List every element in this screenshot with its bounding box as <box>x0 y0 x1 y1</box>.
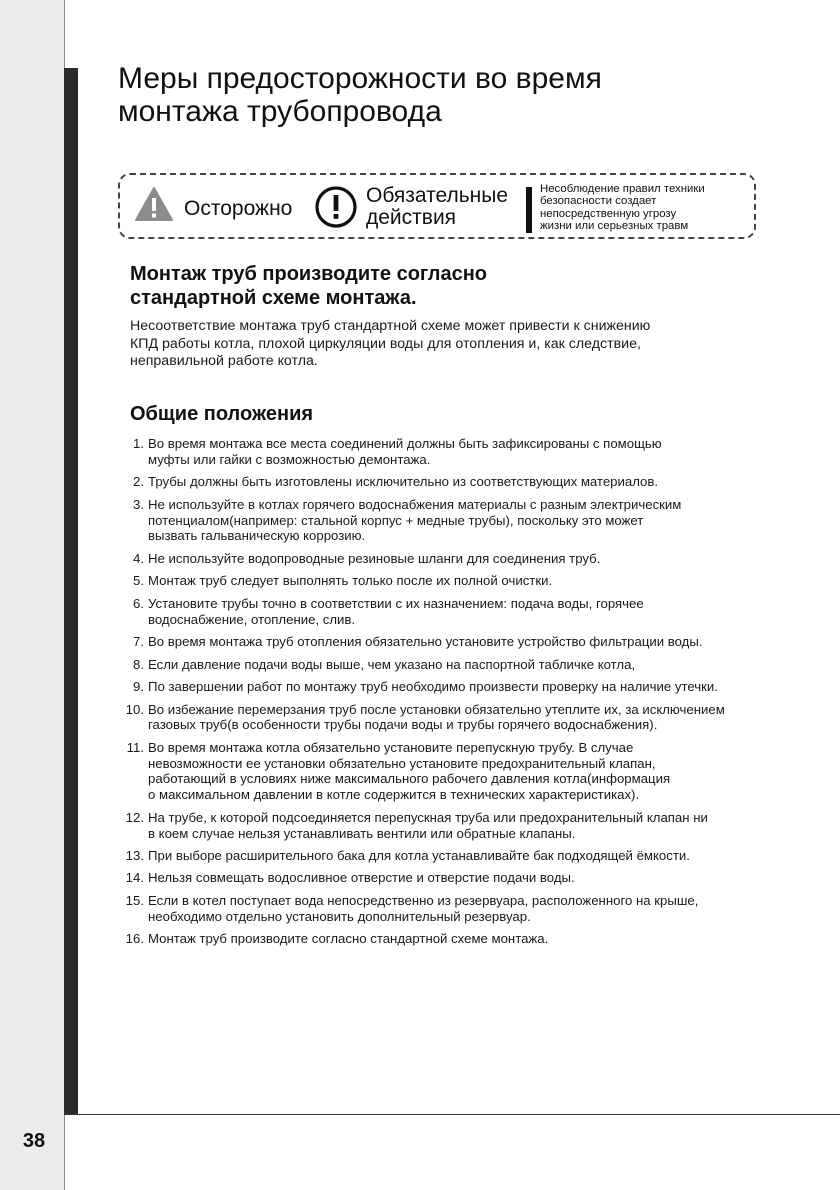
list-item-number: 10. <box>125 701 144 717</box>
list-item-line: муфты или гайки с возможностью демонтажа. <box>148 451 431 467</box>
list-item-number: 8. <box>133 656 144 672</box>
caution-label: Осторожно <box>184 197 293 220</box>
list-item-line: Во избежание перемерзания труб после установки обязательно утеплите их, за исключением <box>148 701 725 717</box>
list-item-text <box>148 870 820 886</box>
mandatory-label-line: действия <box>366 206 457 229</box>
list-item-number: 1. <box>133 436 144 451</box>
install-heading-line: стандартной схеме монтажа. <box>130 287 417 309</box>
list-item-line: Во время монтажа труб отопления обязательно установите устройство фильтрации воды. <box>148 634 703 650</box>
list-item-line: Монтаж труб следует выполнять только после их полной очистки. <box>148 573 553 589</box>
list-item-line: Во время монтажа котла обязательно установите перепускную трубу. В случае <box>148 739 634 755</box>
list-item-line: Не используйте водопроводные резиновые шланги для соединения труб. <box>148 550 601 566</box>
list-item <box>120 657 820 673</box>
list-item-number: 14. <box>125 870 144 886</box>
list-item-number: 11. <box>126 739 144 755</box>
list-item-line: водоснабжение, отопление, слив. <box>148 611 356 627</box>
install-heading <box>130 262 770 310</box>
list-item-text <box>148 848 820 864</box>
list-item <box>120 436 820 468</box>
list-item-number: 4. <box>133 550 144 566</box>
list-item-text <box>148 436 820 468</box>
list-item <box>120 893 820 925</box>
warning-triangle-icon <box>134 186 174 222</box>
safety-legend <box>118 173 756 239</box>
list-item-number: 16. <box>125 931 144 947</box>
list-item-text <box>148 573 820 589</box>
list-item-line: Во время монтажа все места соединений должны быть зафиксированы с помощью <box>148 436 662 451</box>
list-item-line: Монтаж труб производите согласно стандартной схеме монтажа. <box>148 931 549 947</box>
list-item-number: 5. <box>133 573 144 589</box>
list-item <box>120 573 820 589</box>
list-item <box>120 740 820 803</box>
list-item-line: Нельзя совмещать водосливное отверстие и отверстие подачи воды. <box>148 870 575 886</box>
install-paragraph-line: Несоответствие монтажа труб стандартной схеме может привести к снижению <box>130 318 651 334</box>
list-item-line: Если давление подачи воды выше, чем указано на паспортной табличке котла, <box>148 656 636 672</box>
page-title <box>118 62 798 128</box>
list-item <box>120 596 820 628</box>
list-item-line: Не используйте в котлах горячего водоснабжения материалы с разным электрическим <box>148 496 682 512</box>
footer-divider <box>64 1114 840 1115</box>
list-item-number: 6. <box>133 595 144 611</box>
list-item <box>120 497 820 544</box>
chapter-bar <box>64 68 78 1114</box>
mandatory-label-line: Обязательные <box>366 184 509 207</box>
install-paragraph-line: КПД работы котла, плохой циркуляции воды для отопления и, как следствие, <box>130 335 641 352</box>
list-item <box>120 702 820 734</box>
list-item-line: Если в котел поступает вода непосредственно из резервуара, расположенного на крыше, <box>148 892 699 908</box>
list-item <box>120 551 820 567</box>
install-paragraph <box>130 318 810 371</box>
list-item-line: в коем случае нельзя устанавливать вентили или обратные клапаны. <box>148 825 576 841</box>
list-item-text <box>148 657 820 673</box>
list-item-line: Трубы должны быть изготовлены исключительно из соответствующих материалов. <box>148 474 659 490</box>
list-item-text <box>148 931 820 947</box>
list-item <box>120 848 820 864</box>
list-item <box>120 634 820 650</box>
list-item-number: 3. <box>133 496 144 512</box>
list-item-number: 12. <box>125 809 144 825</box>
list-item <box>120 931 820 947</box>
list-item-text <box>148 740 820 803</box>
exclamation-circle-icon <box>314 185 358 229</box>
list-item-number: 15. <box>125 892 144 908</box>
page-title-line: монтажа трубопровода <box>118 95 442 128</box>
legend-divider <box>526 187 532 233</box>
legend-description-line: непосредственную угрозу <box>540 207 677 220</box>
list-item-line: работающий в условиях ниже максимального рабочего давления котла(информация <box>148 771 671 787</box>
list-item-text <box>148 702 820 734</box>
legend-description-line: Несоблюдение правил техники <box>540 183 705 195</box>
list-item-text <box>148 551 820 567</box>
install-heading-line: Монтаж труб производите согласно <box>130 263 488 285</box>
list-item-line: На трубе, к которой подсоединяется перепускная труба или предохранительный клапан ни <box>148 809 708 825</box>
legend-description-line: жизни или серьезных травм <box>540 220 689 233</box>
list-item-text <box>148 634 820 650</box>
list-item-number: 13. <box>125 847 144 863</box>
list-item-text <box>148 497 820 544</box>
list-item-text <box>148 474 820 490</box>
page-number: 38 <box>22 1130 46 1152</box>
list-item-line: газовых труб(в особенности трубы подачи воды и трубы горячего водоснабжения). <box>148 717 658 733</box>
list-item-line: невозможности ее установки обязательно установите предохранительный клапан, <box>148 755 656 771</box>
legend-description <box>540 183 754 233</box>
list-item-text <box>148 679 820 695</box>
list-item-line: потенциалом(например: стальной корпус + медные трубы), поскольку это может <box>148 512 644 528</box>
list-item-line: вызвать гальваническую коррозию. <box>148 528 366 544</box>
list-item <box>120 870 820 886</box>
list-item-number: 2. <box>133 474 144 490</box>
list-item <box>120 679 820 695</box>
legend-description-line: безопасности создает <box>540 195 657 208</box>
list-item-line: По завершении работ по монтажу труб необходимо произвести проверку на наличие утечки. <box>148 679 718 695</box>
list-item-text <box>148 810 820 842</box>
install-paragraph-line: неправильной работе котла. <box>130 353 318 369</box>
list-item-text <box>148 893 820 925</box>
page-title-line: Меры предосторожности во время <box>118 62 602 95</box>
list-item-line: При выборе расширительного бака для котла устанавливайте бак подходящей ёмкости. <box>148 847 690 863</box>
mandatory-actions-label <box>366 185 508 229</box>
list-item-number: 9. <box>133 679 144 695</box>
list-item-line: Установите трубы точно в соответствии с их назначением: подача воды, горячее <box>148 595 644 611</box>
list-item-line: о максимальном давлении в котле содержится в технических характеристиках). <box>148 787 640 803</box>
list-item <box>120 474 820 490</box>
side-margin-strip <box>0 0 65 1190</box>
general-rules-list <box>120 436 820 954</box>
list-item-number: 7. <box>133 634 144 650</box>
list-item <box>120 810 820 842</box>
list-item-text <box>148 596 820 628</box>
general-heading: Общие положения <box>130 403 314 425</box>
list-item-line: необходимо отдельно установить дополнительный резервуар. <box>148 908 531 924</box>
